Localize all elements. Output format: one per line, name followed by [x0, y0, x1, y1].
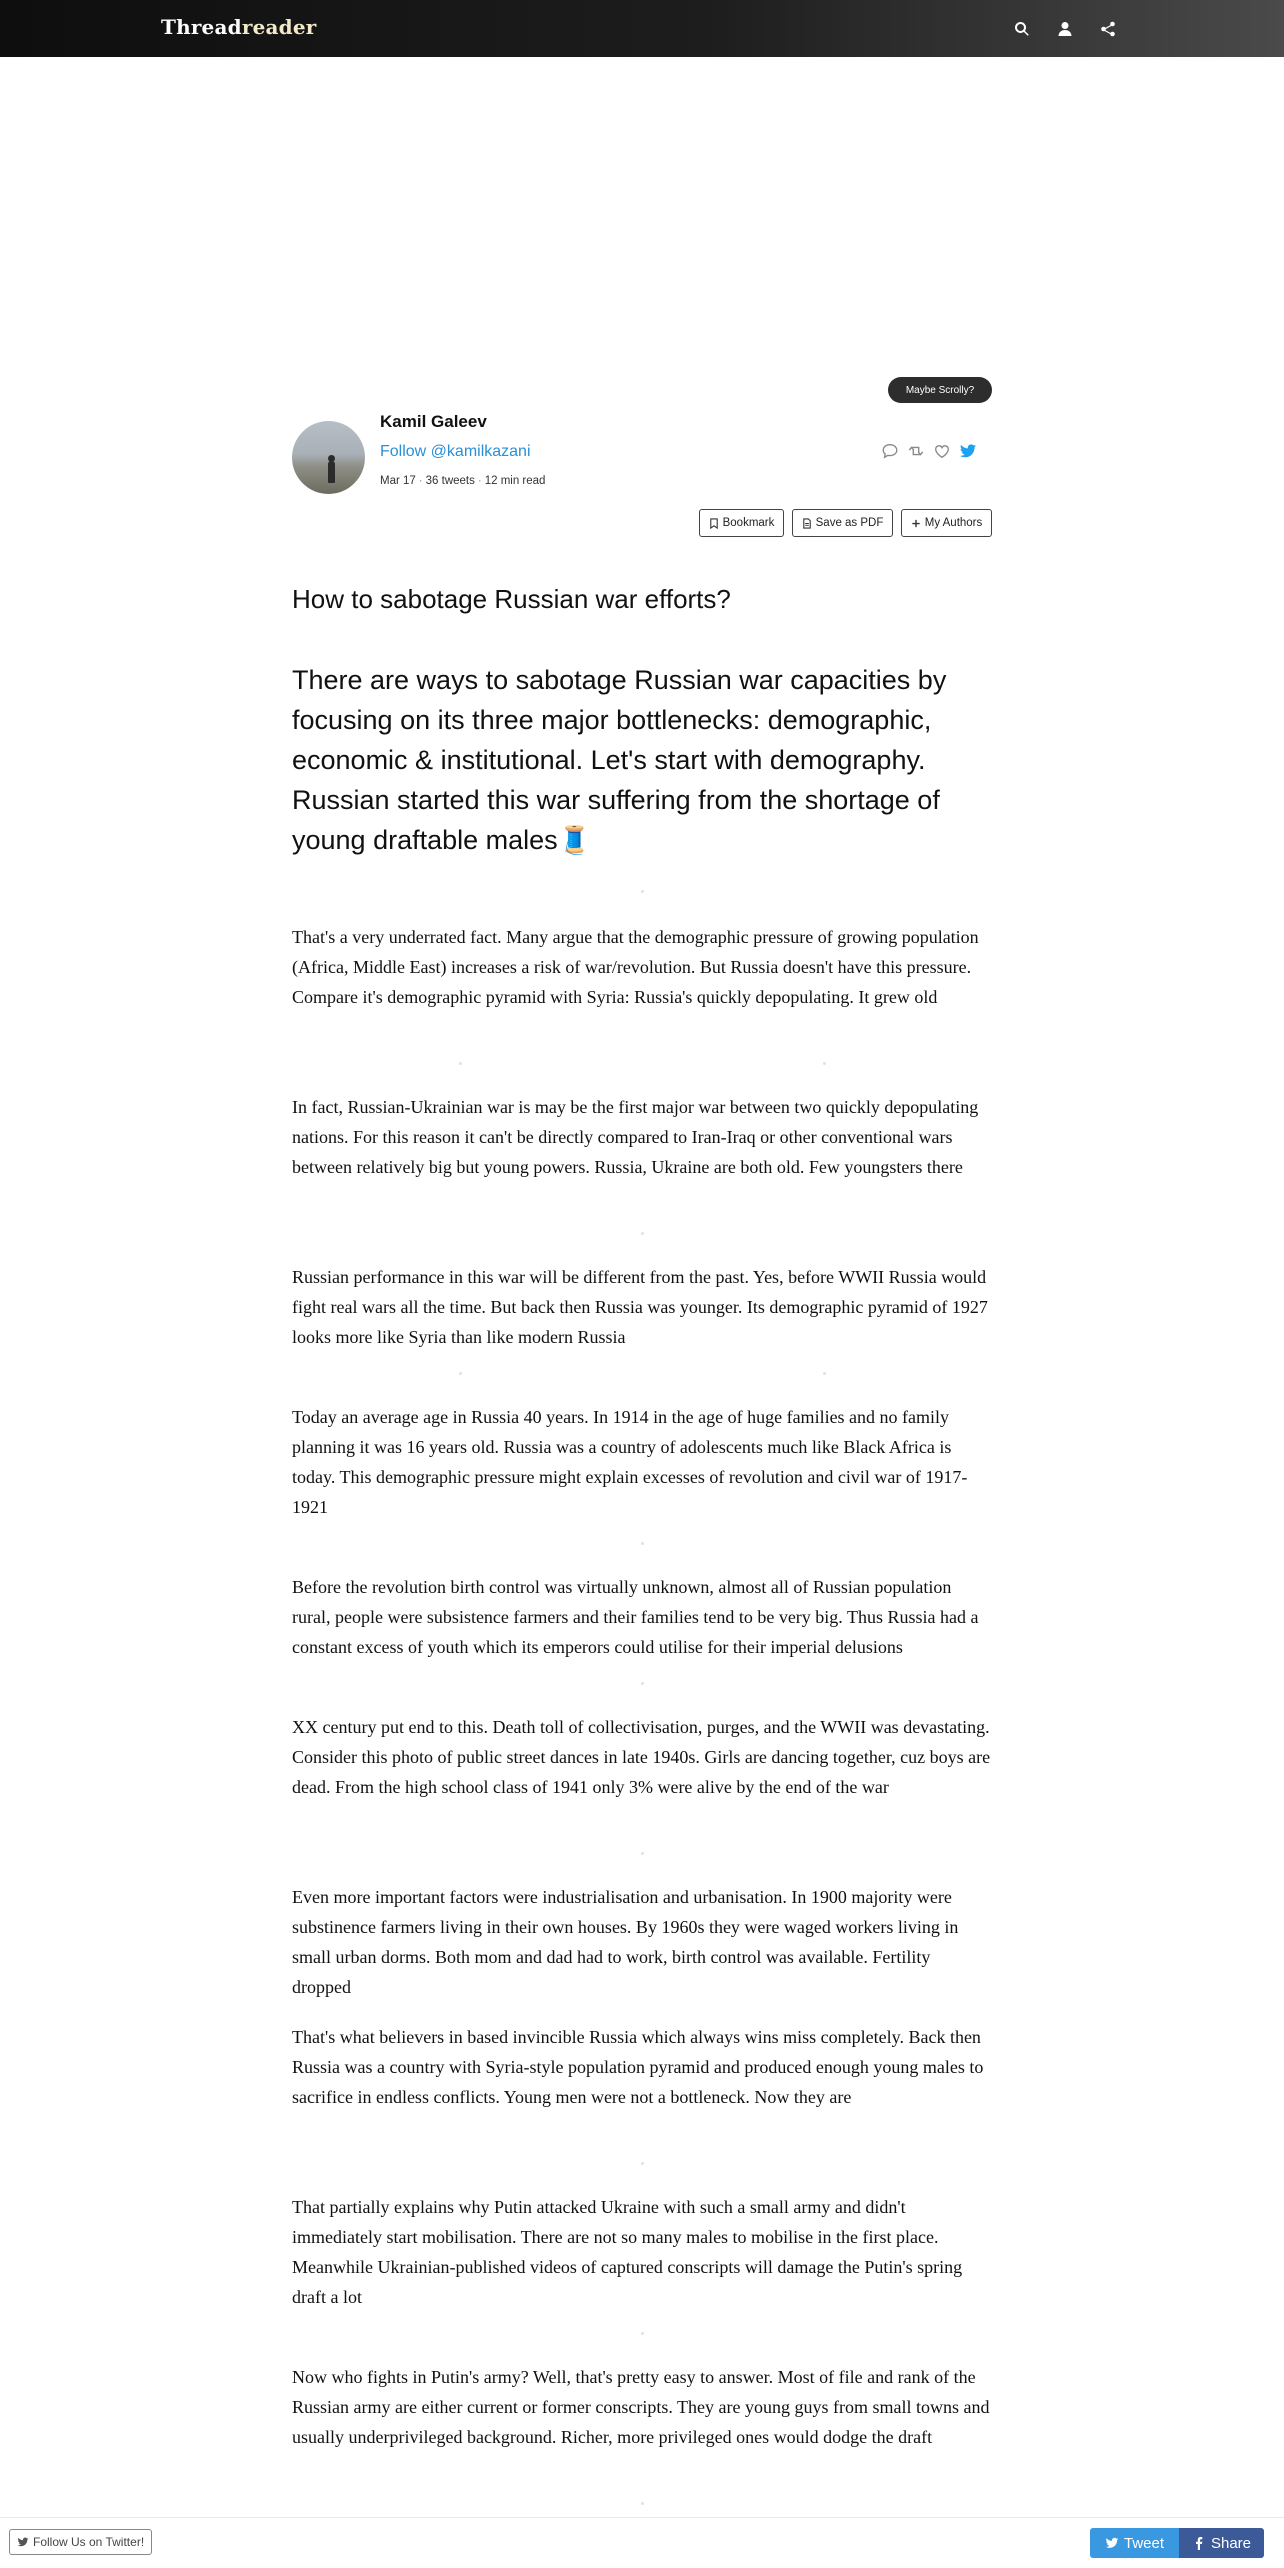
follow-us-on-twitter-button[interactable]	[9, 2529, 152, 2555]
site-logo[interactable]	[161, 15, 317, 39]
twitter-bird-icon[interactable]	[958, 442, 978, 460]
tweet-separator-dot	[641, 1852, 644, 1855]
twitter-bird-icon	[17, 2536, 29, 2548]
maybe-scrolly-button[interactable]: Maybe Scrolly?	[888, 377, 992, 403]
plus-icon	[911, 518, 921, 529]
tweet-text: Now who fights in Putin's army? Well, that's pretty easy to answer. Most of file and rank of the Russian army are either current or former conscripts. They are young guys from small towns and usually underprivileged background. Richer, more privileged ones would dodge the draft	[292, 2367, 990, 2447]
tweet-separator-dot	[823, 1372, 826, 1375]
tweet-separator-dot	[641, 1682, 644, 1685]
logo-text-thread: Thread	[161, 15, 242, 39]
logo-text-reader: reader	[241, 15, 317, 39]
bookmark-button[interactable]	[699, 509, 784, 537]
meta-separator: ·	[477, 475, 482, 487]
tweet-text: That's what believers in based invincible Russia which always wins miss completely. Back then Russia was a country with Syria-style population pyramid and produced enough young males to sacrifice in endless conflicts. Young men were not a bottleneck. Now they are	[292, 2027, 984, 2107]
top-nav-bar	[0, 0, 1284, 57]
read-time: 12 min read	[484, 475, 546, 487]
thread-date: Mar 17	[380, 475, 416, 487]
thread-meta	[380, 475, 545, 487]
follow-us-label: Follow Us on Twitter!	[33, 2535, 145, 2549]
tweet-text: XX century put end to this. Death toll of collectivisation, purges, and the WWII was devastating. Consider this photo of public street dances in late 1940s. Girls are dancing together, cuz boys are dead. From the high school class of 1941 only 3% were alive by the end of the war	[292, 1717, 991, 1797]
tweet-text: Even more important factors were industrialisation and urbanisation. In 1900 majority were substinence farmers living in their own houses. By 1960s they were waged workers living in small urban dorms. Both mom and dad had to work, birth control was available. Fertility dropped	[292, 1887, 959, 1997]
thread-title: How to sabotage Russian war efforts?	[292, 584, 731, 614]
footer-bar	[0, 2517, 1284, 2568]
facebook-icon	[1192, 2536, 1206, 2550]
save-as-pdf-button[interactable]	[792, 509, 893, 537]
tweet-button[interactable]	[1090, 2528, 1179, 2558]
tweet-text: Today an average age in Russia 40 years. In 1914 in the age of huge families and no family planning it was 16 years old. Russia was a country of adolescents much like Black Africa is today. This demographic pressure might explain excesses of revolution and civil war of 1917-1921	[292, 1407, 968, 1517]
tweet-separator-dot	[459, 1062, 462, 1065]
bookmark-icon	[709, 518, 719, 529]
tweet-separator-dot	[641, 1542, 644, 1545]
avatar-figure-body	[328, 461, 335, 483]
tweet-separator-dot	[641, 890, 644, 893]
tweet-text: In fact, Russian-Ukrainian war is may be the first major war between two quickly depopulating nations. For this reason it can't be directly compared to Iran-Iraq or other conventional wars between relatively big but young powers. Russia, Ukraine are both old. Few youngsters there	[292, 1097, 979, 1177]
tweet-separator-dot	[641, 2332, 644, 2335]
tweet-count: 36 tweets	[425, 475, 475, 487]
meta-separator: ·	[418, 475, 423, 487]
tweet-separator-dot	[641, 2162, 644, 2165]
tweet-separator-dot	[459, 1372, 462, 1375]
tweet-text: Russian performance in this war will be different from the past. Yes, before WWII Russia would fight real wars all the time. But back then Russia was younger. Its demographic pyramid of 1927 looks more like Syria than like modern Russia	[292, 1267, 988, 1347]
tweet-text: Before the revolution birth control was virtually unknown, almost all of Russian population rural, people were subsistence farmers and their families tend to be very big. Thus Russia had a constant excess of youth which its emperors could utilise for their imperial delusions	[292, 1577, 979, 1657]
twitter-bird-icon	[1105, 2536, 1119, 2550]
tweet-text: That's a very underrated fact. Many argue that the demographic pressure of growing population (Africa, Middle East) increases a risk of war/revolution. But Russia doesn't have this pressure. Compare it's demographic pyramid with Syria: Russia's quickly depopulating. It grew old	[292, 927, 979, 1007]
reply-icon[interactable]	[880, 442, 900, 460]
share-icon[interactable]	[1096, 17, 1120, 41]
like-icon[interactable]	[932, 442, 952, 460]
author-avatar[interactable]	[292, 421, 365, 494]
tweet-separator-dot	[641, 1232, 644, 1235]
search-icon[interactable]	[1010, 17, 1034, 41]
save-as-pdf-label: Save as PDF	[815, 517, 884, 529]
author-name[interactable]: Kamil Galeev	[380, 412, 487, 431]
my-authors-label: My Authors	[924, 517, 983, 529]
thread-lead-tweet: There are ways to sabotage Russian war capacities by focusing on its three major bottlenecks: demographic, economic & institutional. Let's start with demography. Russian started this war suffering from the shortage of young draftable males🧵	[292, 665, 947, 855]
file-pdf-icon	[802, 518, 812, 529]
tweet-separator-dot	[823, 1062, 826, 1065]
share-button-label: Share	[1210, 2534, 1252, 2552]
tweet-button-label: Tweet	[1123, 2534, 1165, 2552]
user-icon[interactable]	[1053, 17, 1077, 41]
tweet-text: That partially explains why Putin attacked Ukraine with such a small army and didn't immediately start mobilisation. There are not so many males to mobilise in the first place. Meanwhile Ukrainian-published videos of captured conscripts will damage the Putin's spring draft a lot	[292, 2197, 963, 2307]
tweet-actions	[880, 442, 978, 460]
facebook-share-button[interactable]	[1179, 2528, 1264, 2558]
bookmark-label: Bookmark	[722, 517, 775, 529]
follow-author-link[interactable]: Follow @kamilkazani	[380, 443, 531, 460]
retweet-icon[interactable]	[906, 442, 926, 460]
my-authors-button[interactable]	[901, 509, 992, 537]
tweet-separator-dot	[641, 2502, 644, 2505]
